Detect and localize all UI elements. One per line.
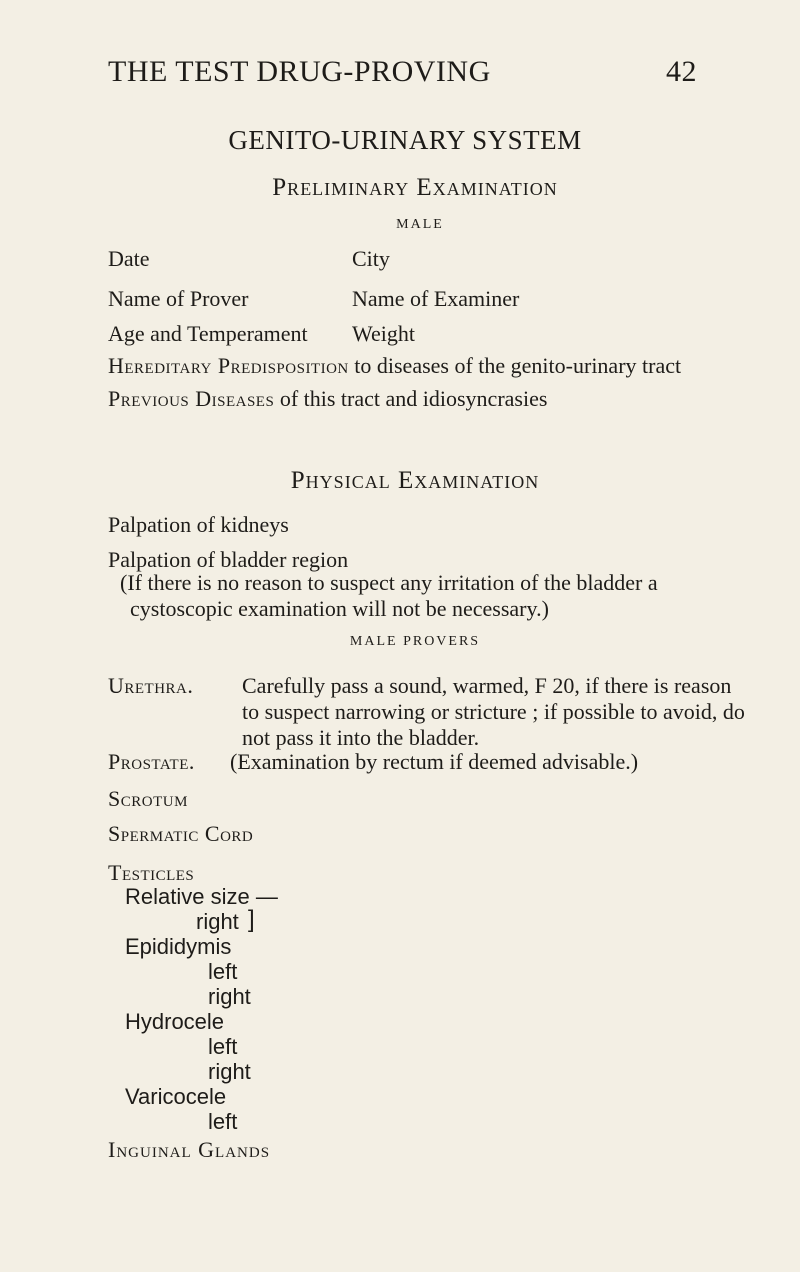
urethra-text: Carefully pass a sound, warmed, F 20, if there is reason to suspect narrowing or stricture ; if possible to avoid, do not pass it into the bladder.: [242, 673, 745, 750]
hereditary-line: [108, 353, 681, 379]
hereditary-label: Hereditary Predisposition: [108, 353, 349, 378]
epididymis: Epididymis: [125, 934, 232, 959]
field-name-of-prover: Name of Prover: [108, 286, 249, 311]
varicocele-left: left: [208, 1109, 238, 1134]
field-city: City: [352, 246, 390, 271]
epididymis-left: left: [208, 959, 238, 984]
palpation-kidneys: Palpation of kidneys: [108, 512, 289, 537]
field-age-temperament: Age and Temperament: [108, 321, 308, 346]
page-number: 42: [666, 55, 697, 88]
physical-heading: Physical Examination: [290, 467, 540, 494]
prostate-text: (Examination by rectum if deemed advisable.): [230, 749, 639, 774]
epididymis-right: right: [208, 984, 251, 1009]
varicocele: Varicocele: [125, 1084, 227, 1109]
hydrocele: Hydrocele: [125, 1009, 225, 1034]
section-title: GENITO-URINARY SYSTEM: [228, 125, 582, 155]
relative-size: Relative size —: [125, 884, 278, 909]
bracket-mark: ]: [248, 906, 255, 933]
running-title: THE TEST DRUG-PROVING: [108, 55, 491, 88]
spermatic-cord: Spermatic Cord: [108, 821, 254, 846]
hydrocele-left: left: [208, 1034, 238, 1059]
urethra-label: Urethra.: [108, 673, 194, 698]
preliminary-heading: Preliminary Examination: [272, 174, 558, 201]
male-provers-heading: MALE PROVERS: [349, 634, 481, 649]
hydrocele-right: right: [208, 1059, 251, 1084]
bladder-note: (If there is no reason to suspect any irritation of the bladder a cystoscopic examination will not be necessary.): [120, 570, 658, 621]
scrotum: Scrotum: [108, 786, 188, 811]
inguinal-glands: Inguinal Glands: [108, 1137, 271, 1162]
previous-line: [108, 386, 547, 412]
male-subheading: MALE: [396, 217, 444, 232]
field-name-of-examiner: Name of Examiner: [352, 286, 520, 311]
field-date: Date: [108, 246, 150, 271]
testicles: Testicles: [108, 860, 195, 885]
previous-text: of this tract and idiosyncrasies: [279, 386, 548, 411]
field-weight: Weight: [352, 321, 415, 346]
prostate-label: Prostate.: [108, 749, 195, 774]
relative-size-right: right: [196, 909, 239, 934]
previous-label: Previous Diseases: [108, 386, 275, 411]
hereditary-text: to diseases of the genito-urinary tract: [354, 353, 682, 378]
palpation-bladder: Palpation of bladder region: [108, 547, 349, 572]
